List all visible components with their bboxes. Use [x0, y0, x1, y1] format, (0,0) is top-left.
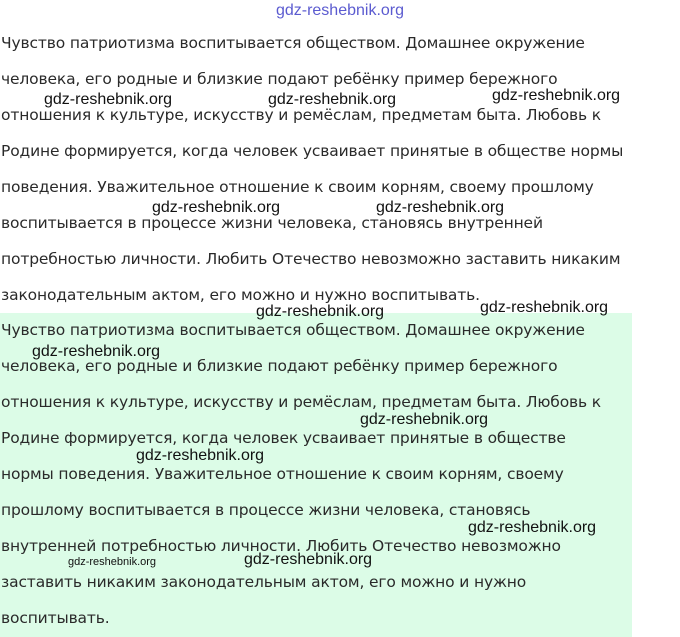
text-line: поведения. Уважительное отношение к своим корням, своему прошлому	[1, 178, 594, 196]
text-line: прошлому воспитывается в процессе жизни человека, становясь	[1, 501, 531, 519]
text-line: Чувство патриотизма воспитывается обществом. Домашнее окружение	[1, 321, 585, 339]
watermark: gdz-reshebnik.org	[244, 551, 373, 568]
watermark: gdz-reshebnik.org	[68, 556, 157, 568]
text-line: заставить никаким законодательным актом, его можно и нужно	[1, 573, 527, 591]
text-line: отношения к культуре, искусству и ремёслам, предметам быта. Любовь к	[1, 106, 602, 124]
header-watermark: gdz-reshebnik.org	[275, 2, 405, 19]
watermark: gdz-reshebnik.org	[468, 519, 597, 536]
text-line: нормы поведения. Уважительное отношение к своим корням, своему	[1, 465, 564, 483]
watermark: gdz-reshebnik.org	[32, 343, 161, 360]
watermark: gdz-reshebnik.org	[44, 91, 173, 108]
text-line: внутренней потребностью личности. Любить Отечество невозможно	[1, 537, 561, 555]
text-line: Чувство патриотизма воспитывается обществом. Домашнее окружение	[1, 34, 585, 52]
text-line: Родине формируется, когда человек усваивает принятые в обществе	[1, 429, 566, 447]
watermark: gdz-reshebnik.org	[376, 199, 505, 216]
text-line: воспитывать.	[1, 609, 110, 627]
text-line: человека, его родные и близкие подают ребёнку пример бережного	[1, 357, 558, 375]
text-line: отношения к культуре, искусству и ремёслам, предметам быта. Любовь к	[1, 393, 602, 411]
watermark: gdz-reshebnik.org	[268, 91, 397, 108]
text-line: воспитывается в процессе жизни человека, становясь внутренней	[1, 214, 543, 232]
text-line: человека, его родные и близкие подают ребёнку пример бережного	[1, 70, 558, 88]
text-line: потребностью личности. Любить Отечество невозможно заставить никаким	[1, 250, 621, 268]
text-block-answer	[0, 313, 632, 637]
text-line: законодательным актом, его можно и нужно воспитывать.	[1, 286, 480, 304]
watermark: gdz-reshebnik.org	[152, 199, 281, 216]
text-line: Родине формируется, когда человек усваивает принятые в обществе нормы	[1, 142, 624, 160]
watermark: gdz-reshebnik.org	[360, 411, 489, 428]
watermark: gdz-reshebnik.org	[480, 299, 609, 316]
watermark: gdz-reshebnik.org	[136, 447, 265, 464]
watermark: gdz-reshebnik.org	[256, 303, 385, 320]
watermark: gdz-reshebnik.org	[492, 87, 621, 104]
text-block-original	[0, 28, 680, 313]
